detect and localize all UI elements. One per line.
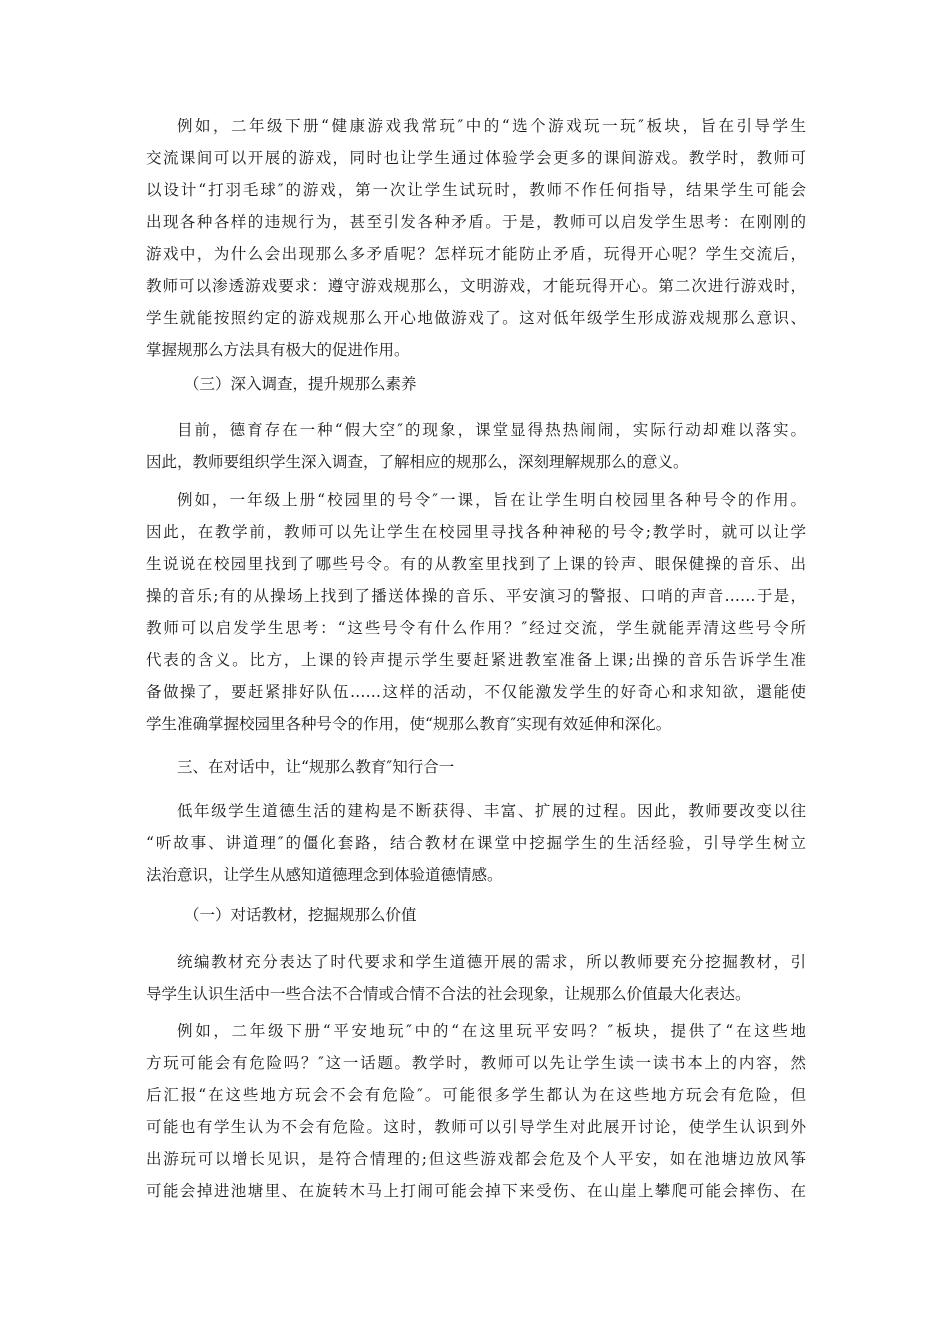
text-line: 因此，教师要组织学生深入调查，了解相应的规那么，深刻理解规那么的意义。 [146, 453, 689, 471]
text-line: 教师可以启发学生思考：“这些号令有什么作用？″经过交流，学生就能弄清这些号令所 [146, 619, 806, 637]
text-line: 低年级学生道德生活的建构是不断获得、丰富、扩展的过程。因此，教师要改变以往 [177, 802, 806, 820]
text-line: 生说说在校园里找到了哪些号令。有的从教室里找到了上课的铃声、眼保健操的音乐、出 [146, 555, 806, 573]
heading-text: 三、在对话中，让“规那么教育″知行合一 [177, 758, 455, 776]
text-line: 学生准确掌握校园里各种号令的作用，使“规那么教育″实现有效延伸和深化。 [146, 715, 672, 733]
paragraph-example-3 [146, 1015, 806, 1207]
text-line: 导学生认识生活中一些合法不合情或合情不合法的社会现象，让规那么价值最大化表达。 [146, 985, 751, 1003]
text-line: 出现各种各样的违规行为，甚至引发各种矛盾。于是，教师可以启发学生思考：在刚刚的 [146, 213, 806, 231]
text-line: 方玩可能会有危险吗？″这一话题。教学时，教师可以先让学生读一读书本上的内容，然 [146, 1054, 806, 1072]
paragraph-example-2 [146, 484, 806, 740]
heading-text: （三）深入调查，提升规那么素养 [184, 375, 417, 393]
heading-text: （一）对话教材，挖掘规那么价值 [184, 906, 417, 924]
text-line: 掌握规那么方法具有极大的促进作用。 [146, 341, 410, 359]
chapter-heading-3 [146, 751, 806, 783]
text-line: 教师可以渗透游戏要求：遵守游戏规那么，文明游戏，才能玩得开心。第二次进行游戏时， [146, 277, 806, 295]
text-line: 例如，二年级下册“健康游戏我常玩″中的“选个游戏玩一玩″板块，旨在引导学生 [177, 117, 806, 135]
text-line: 可能会掉进池塘里、在旋转木马上打闹可能会掉下来受伤、在山崖上攀爬可能会摔伤、在 [146, 1182, 806, 1200]
text-line: 备做操了，要赶紧排好队伍……这样的活动，不仅能激发学生的好奇心和求知欲，還能使 [146, 683, 806, 701]
text-line: 可能也有学生认为不会有危险。这时，教师可以引导学生对此展开讨论，使学生认识到外 [146, 1118, 806, 1136]
section-heading-3 [146, 368, 806, 400]
text-line: 因此，在教学前，教师可以先让学生在校园里寻找各种神秘的号令;教学时，就可以让学 [146, 523, 806, 541]
text-line: 以设计“打羽毛球″的游戏，第一次让学生试玩时，教师不作任何指导，结果学生可能会 [146, 181, 806, 199]
text-line: 交流课间可以开展的游戏，同时也让学生通过体验学会更多的课间游戏。教学时，教师可 [146, 149, 806, 167]
paragraph-intro-4 [146, 946, 806, 1010]
text-line: 目前，德育存在一种“假大空″的现象，课堂显得热热闹闹，实际行动却难以落实。 [177, 421, 806, 439]
paragraph-example-1 [146, 110, 806, 366]
text-line: 出游玩可以增长见识，是符合情理的;但这些游戏都会危及个人平安，如在池塘边放风筝 [146, 1150, 806, 1168]
section-heading-1 [146, 899, 806, 931]
text-line: 代表的含义。比方，上课的铃声提示学生要赶紧进教室准备上课;出操的音乐告诉学生准 [146, 651, 806, 669]
text-line: 法治意识，让学生从感知道德理念到体验道德情感。 [146, 866, 503, 884]
text-line: 游戏中，为什么会出现那么多矛盾呢？怎样玩才能防止矛盾，玩得开心呢？学生交流后， [146, 245, 806, 263]
text-line: 学生就能按照约定的游戏规那么开心地做游戏了。这对低年级学生形成游戏规那么意识、 [146, 309, 806, 327]
text-line: 后汇报“在这些地方玩会不会有危险″。可能很多学生都认为在这些地方玩会有危险，但 [146, 1086, 806, 1104]
text-line: 统编教材充分表达了时代要求和学生道德开展的需求，所以教师要充分挖掘教材，引 [177, 953, 806, 971]
text-line: 例如，一年级上册“校园里的号令″一课，旨在让学生明白校园里各种号令的作用。 [177, 491, 806, 509]
text-line: 操的音乐;有的从操场上找到了播送体操的音乐、平安演习的警报、口哨的声音……于是， [146, 587, 806, 605]
paragraph-intro-2 [146, 414, 806, 478]
text-line: “听故事、讲道理″的僵化套路，结合教材在课堂中挖掘学生的生活经验，引导学生树立 [146, 834, 806, 852]
paragraph-intro-3 [146, 795, 806, 891]
text-line: 例如，二年级下册“平安地玩″中的“在这里玩平安吗？″板块，提供了“在这些地 [177, 1022, 806, 1040]
